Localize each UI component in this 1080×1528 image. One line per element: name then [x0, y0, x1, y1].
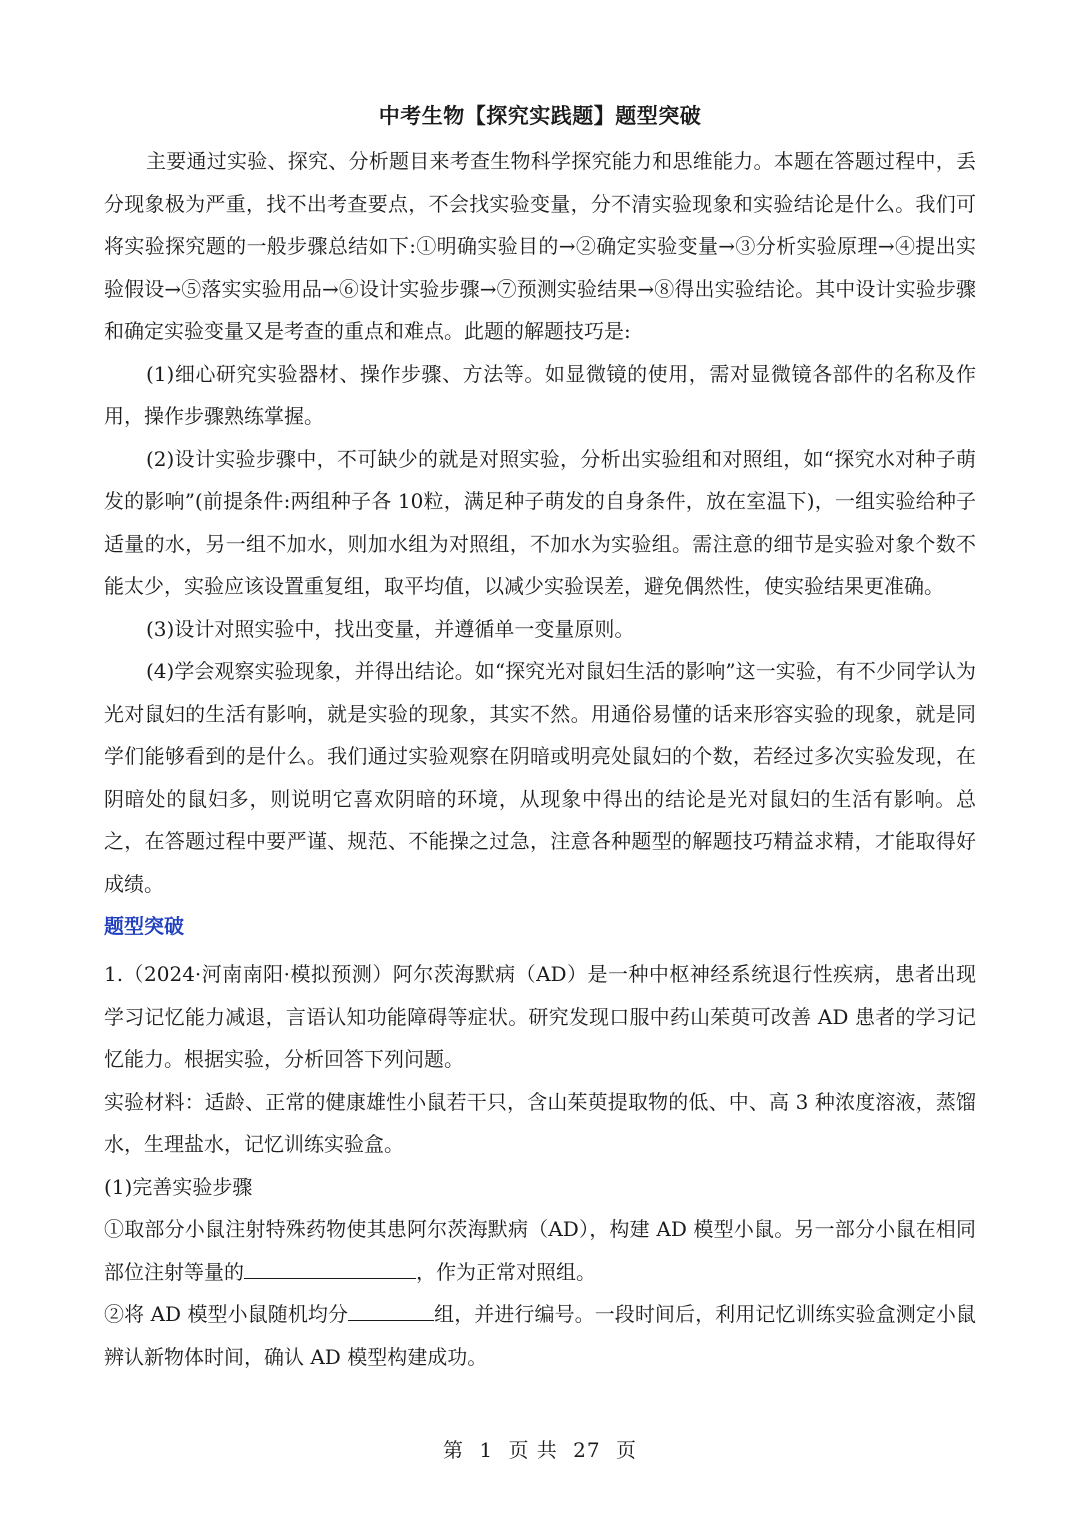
footer-prefix: 第	[443, 1438, 464, 1462]
section-heading: 题型突破	[104, 914, 184, 938]
question-materials: 实验材料：适龄、正常的健康雄性小鼠若干只，含山茱萸提取物的低、中、高 3 种浓度溶液，蒸馏水，生理盐水，记忆训练实验盒。	[104, 1089, 976, 1156]
answer-blank-1[interactable]	[244, 1252, 416, 1279]
intro-paragraph: 主要通过实验、探究、分析题目来考查生物科学探究能力和思维能力。本题在答题过程中，丢分现象极为严重，找不出考查要点，不会找实验变量，分不清实验现象和实验结论是什么。我们可将实验探究题的一般步骤总结如下:①明确实验目的→②确定实验变量→③分析实验原理→④提出实验假设→⑤落实实验用品→⑥设计实验步骤→⑦预测实验结果→⑧得出实验结论。其中设计实验步骤和确定实验变量又是考查的重点和难点。此题的解题技巧是:	[104, 149, 976, 343]
question-sub1: (1)完善实验步骤	[104, 1174, 253, 1199]
tip-paragraph-3: (3)设计对照实验中，找出变量，并遵循单一变量原则。	[146, 616, 635, 641]
tip-paragraph-2: (2)设计实验步骤中，不可缺少的就是对照实验，分析出实验组和对照组，如“探究水对种子萌发的影响”(前提条件:两组种子各 10粒，满足种子萌发的自身条件，放在室温下)，一组实验给种子适量的水，另一组不加水，则加水组为对照组，不加水为实验组。需注意的细节是实验对象个数不能太少，实验应该设置重复组，取平均值，以减少实验误差，避免偶然性，使实验结果更准确。	[104, 446, 976, 598]
question-step2	[104, 1293, 976, 1378]
footer-mid: 页 共	[508, 1438, 558, 1462]
page-title: 中考生物【探究实践题】题型突破	[378, 103, 702, 128]
step2-text-a: ②将 AD 模型小鼠随机均分	[104, 1302, 349, 1326]
step2-text-b: 组，并进行编号。一段时间后，利用记忆训练实验盒测定小鼠辨认新物体时间，确认 AD 模型构建成功。	[104, 1302, 976, 1369]
footer-page-number: 1	[479, 1438, 494, 1462]
step1-text-b: ，作为正常对照组。	[416, 1259, 596, 1284]
question-step1	[104, 1208, 976, 1293]
question-stem: 1.（2024·河南南阳·模拟预测）阿尔茨海默病（AD）是一种中枢神经系统退行性疾病，患者出现学习记忆能力减退，言语认知功能障碍等症状。研究发现口服中药山茱萸可改善 AD 患者的学习记忆能力。根据实验，分析回答下列问题。	[104, 962, 976, 1071]
tip-paragraph-1: (1)细心研究实验器材、操作步骤、方法等。如显微镜的使用，需对显微镜各部件的名称及作用，操作步骤熟练掌握。	[104, 361, 976, 428]
tip-paragraph-4: (4)学会观察实验现象，并得出结论。如“探究光对鼠妇生活的影响”这一实验，有不少同学认为光对鼠妇的生活有影响，就是实验的现象，其实不然。用通俗易懂的话来形容实验的现象，就是同学们能够看到的是什么。我们通过实验观察在阴暗或明亮处鼠妇的个数，若经过多次实验发现，在阴暗处的鼠妇多，则说明它喜欢阴暗的环境，从现象中得出的结论是光对鼠妇的生活有影响。总之，在答题过程中要严谨、规范、不能操之过急，注意各种题型的解题技巧精益求精，才能取得好成绩。	[104, 659, 976, 896]
step1-text-a: ①取部分小鼠注射特殊药物使其患阿尔茨海默病（AD），构建 AD 模型小鼠。另一部分小鼠在相同部位注射等量的	[104, 1217, 976, 1284]
footer-suffix: 页	[615, 1438, 637, 1462]
footer-total-pages: 27	[573, 1438, 601, 1462]
page-footer	[0, 1434, 1080, 1463]
answer-blank-2[interactable]	[348, 1294, 434, 1321]
document-body	[104, 140, 976, 1378]
